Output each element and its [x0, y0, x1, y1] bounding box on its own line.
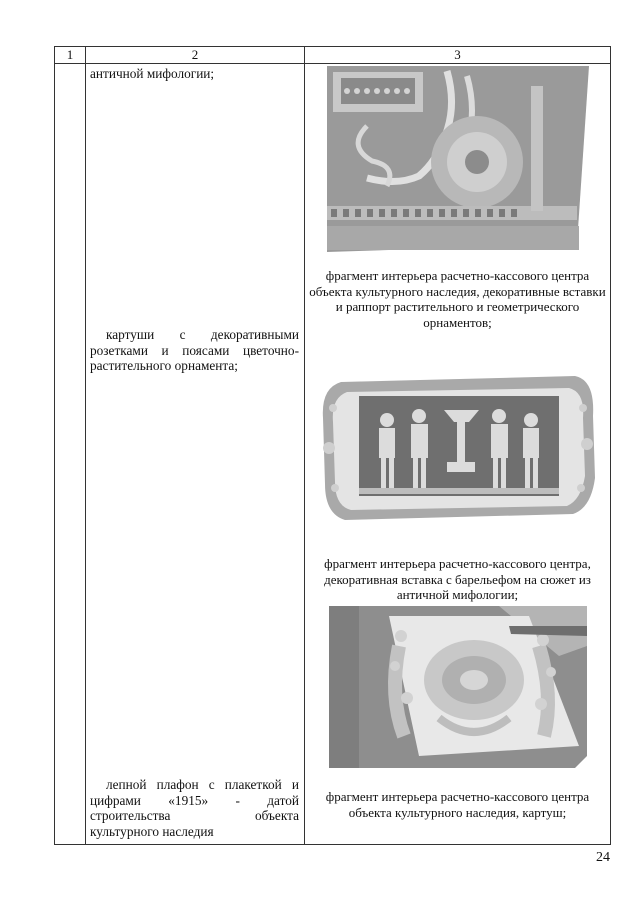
bas-relief-photo	[319, 358, 597, 534]
mythology-tail-text: античной мифологии;	[90, 66, 215, 81]
description-cell	[86, 64, 305, 845]
cartouche-text: картуши с декоративными розетками и поясами цветочно- растительного орнамента;	[90, 327, 299, 373]
caption-cartouche: фрагмент интерьера расчетно-кассового центра объекта культурного наследия, картуш;	[325, 789, 590, 820]
caption-bas-relief: фрагмент интерьера расчетно-кассового центра, декоративная вставка с барельефом на сюжет из античной мифологии;	[324, 556, 591, 602]
content-row	[55, 64, 611, 845]
page-number: 24	[596, 850, 610, 865]
illustration-cell	[305, 64, 611, 845]
header-row	[55, 47, 611, 64]
header-col-3: 3	[305, 47, 611, 64]
caption-ornament-panel: фрагмент интерьера расчетно-кассового центра объекта культурного наследия, декоративные вставки и раппорт растительного и геометрического орнаментов;	[309, 268, 606, 330]
plafond-text: лепной плафон с плакеткой и цифрами «1915» - датой строительства объекта культурного наследия	[90, 777, 299, 839]
header-col-2: 2	[86, 47, 305, 64]
ornament-panel-photo	[327, 66, 589, 252]
heritage-table	[54, 46, 611, 845]
header-col-1: 1	[55, 47, 86, 64]
number-cell	[55, 64, 86, 845]
cartouche-photo	[329, 606, 587, 768]
